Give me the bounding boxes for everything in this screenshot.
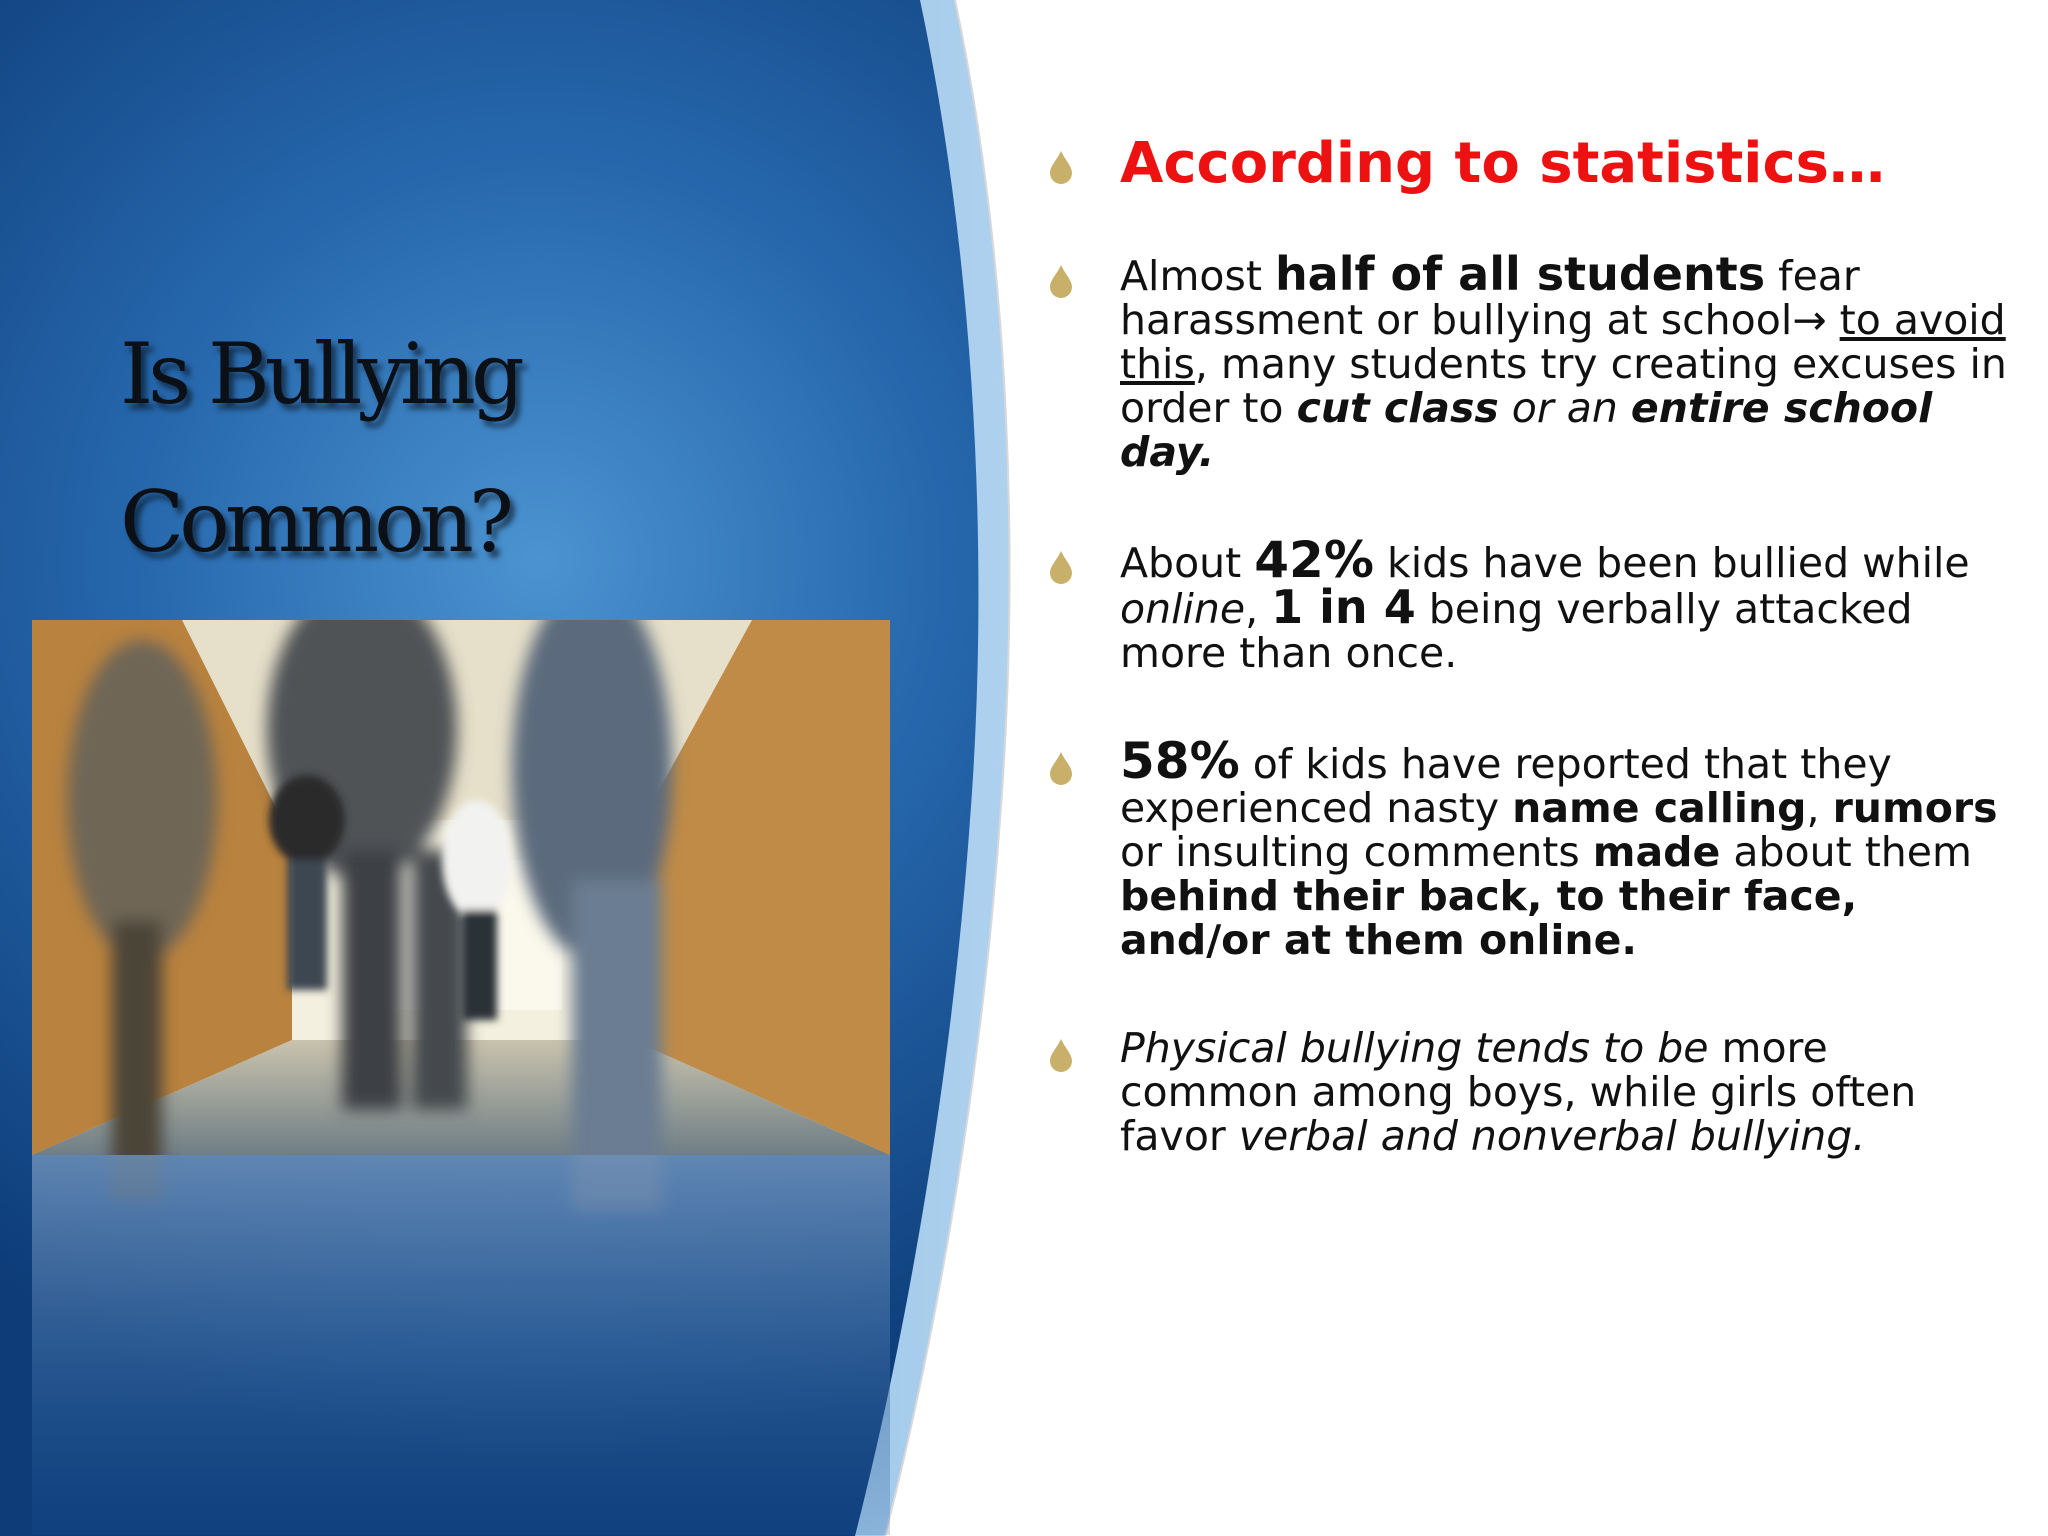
bullet-online-bullying: About 42% kids have been bullied while online, 1 in 4 being verbally attacked more than once. [1048, 538, 2008, 675]
slide-title [120, 300, 720, 596]
bullet-name-calling: 58% of kids have reported that they experienced nasty name calling, rumors or insulting comments made about them behind their back, to their face, and/or at them online. [1048, 739, 2008, 962]
droplet-icon [1048, 1038, 1074, 1072]
school-hallway-photo [32, 620, 890, 1535]
droplet-icon [1048, 550, 1074, 584]
droplet-icon [1048, 150, 1074, 184]
title-line-2: Common? [120, 473, 509, 571]
droplet-icon [1048, 264, 1074, 298]
bullet-half-of-students: Almost half of all students fear harassment or bullying at school→ to avoid this, many students try creating excuses in order to cut class or an entire school day. [1048, 252, 2008, 474]
arrow-icon: → [1792, 296, 1827, 344]
statistics-heading: According to statistics… [1120, 131, 1885, 196]
droplet-icon [1048, 751, 1074, 785]
bullet-physical-bullying: Physical bullying tends to be more common among boys, while girls often favor verbal and nonverbal bullying. [1048, 1026, 2008, 1158]
title-line-1: Is Bullying [120, 325, 520, 423]
bullet-heading [1048, 128, 2008, 200]
bullet-list [1048, 128, 2008, 1158]
